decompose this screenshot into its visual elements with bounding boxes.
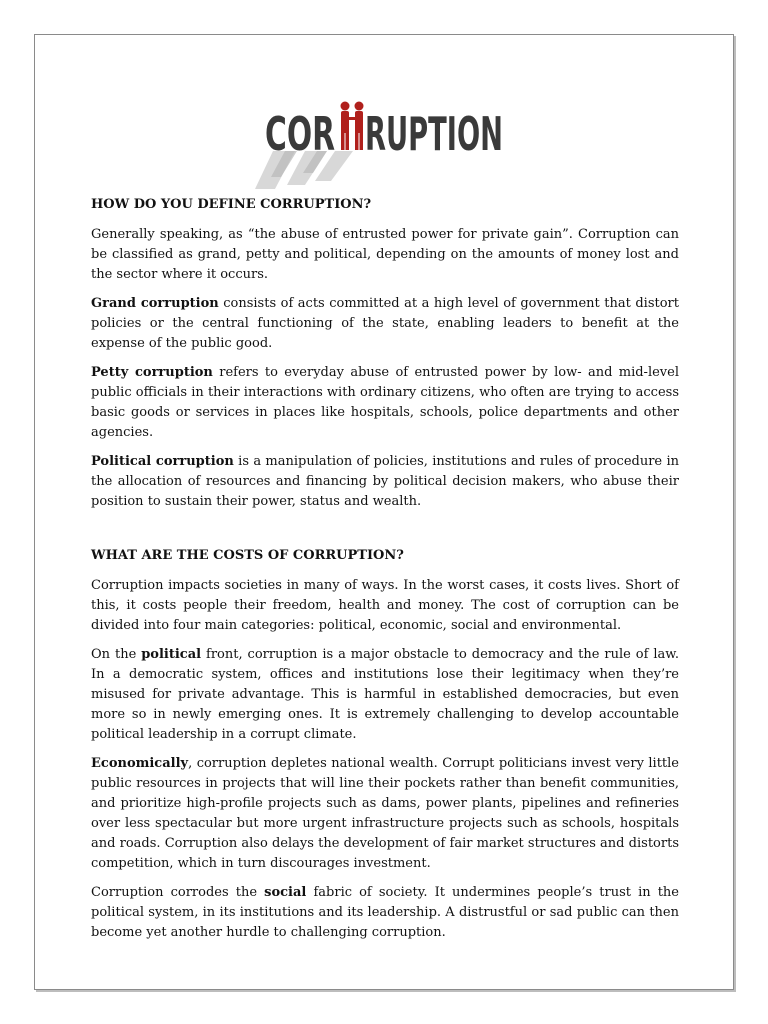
paragraph-economic-costs [91,754,679,874]
term-grand: Grand corruption [91,296,219,311]
document-page [34,34,734,990]
text-social-costs: fabric of society. It undermines people’s trust in the political system, in its institutions and its leadership. A distrustful or sad public can then become yet another hurdle to challenging corruption. [91,885,679,940]
paragraph-petty [91,363,679,443]
logo-text-left: COR [265,107,335,161]
text-social-pre: Corruption corrodes the [91,885,265,900]
heading-define: HOW DO YOU DEFINE CORRUPTION? [91,197,372,212]
text-petty: refers to everyday abuse of entrusted power by low- and mid-level public officials in their interactions with ordinary citizens, who often are trying to access basic goods or services in places like hospitals, schools, police departments and other agencies. [91,365,679,440]
handshake-figures-icon [341,102,364,151]
paragraph-political-costs [91,645,679,745]
text-political: is a manipulation of policies, institutions and rules of procedure in the allocation of resources and financing by political decision makers, who abuse their position to sustain their power, status and wealth. [91,454,679,509]
text-economic-costs: , corruption depletes national wealth. Corrupt politicians invest very little public resources in projects that will line their pockets rather than benefit communities, and prioritize high-profile projects such as dams, power plants, pipelines and refineries over less spectacular but more urgent infrastructure projects such as schools, hospitals and roads. Corruption also delays the development of fair market structures and distorts competition, which in turn discourages investment. [91,756,679,871]
paragraph-costs-intro: Corruption impacts societies in many of ways. In the worst cases, it costs lives. Short of this, it costs people their freedom, health and money. The cost of corruption can be divided into four main categories: political, economic, social and environmental. [91,578,679,633]
paragraph-political [91,452,679,512]
corruption-logo [265,93,505,193]
logo-figures-graphic [265,93,505,193]
text-political-costs: front, corruption is a major obstacle to democracy and the rule of law. In a democratic system, offices and institutions lose their legitimacy when they’re misused for private advantage. This is harmful in established democracies, but even more so in newly emerging ones. It is extremely challenging to develop accountable political leadership in a corrupt climate. [91,647,679,742]
term-political-front: political [141,647,202,662]
document-body [91,195,679,952]
logo-text-right: RUPTION [365,107,503,161]
term-petty: Petty corruption [91,365,213,380]
paragraph-definition: Generally speaking, as “the abuse of entrusted power for private gain”. Corruption can be classified as grand, petty and political, depending on the amounts of money lost and the sector where it occurs. [91,227,679,282]
paragraph-social-costs [91,883,679,943]
paragraph-grand [91,294,679,354]
term-political: Political corruption [91,454,234,469]
term-social: social [264,885,307,900]
text-political-pre: On the [91,647,142,662]
text-grand: consists of acts committed at a high level of government that distort policies or the central functioning of the state, enabling leaders to benefit at the expense of the public good. [91,296,679,351]
term-economically: Economically [91,756,189,771]
heading-costs: WHAT ARE THE COSTS OF CORRUPTION? [91,548,404,563]
